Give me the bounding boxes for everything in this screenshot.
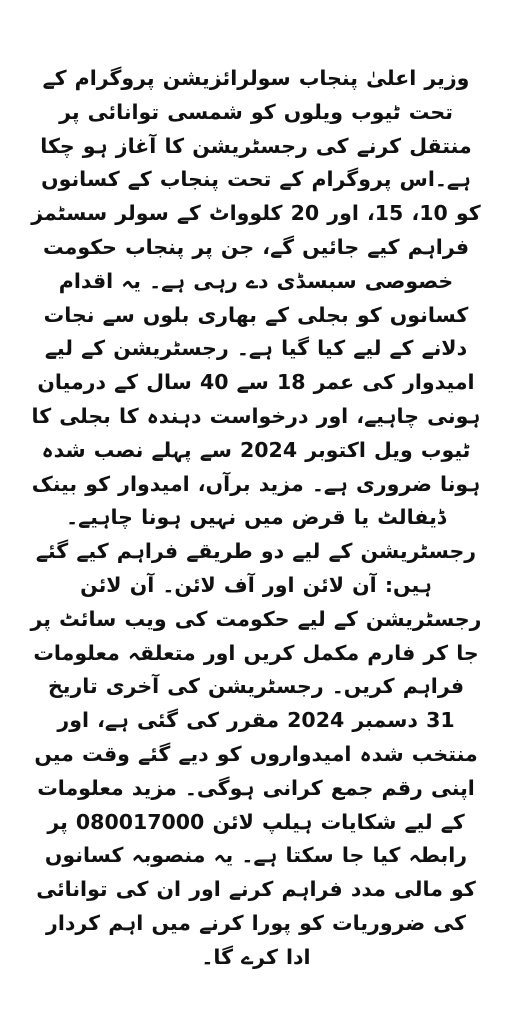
- paragraph-registration-details: رجسٹریشن کے لیے دو طریقے فراہم کیے گئے ہیں: آن لائن اور آف لائن۔ آن لائن رجسٹریشن کے لیے حکومت کی ویب سائٹ پر جا کر فارم مکمل کریں اور متعلقہ معلومات فراہم کریں۔ رجسٹریشن کی آخری تاریخ 31 دسمبر 2024 مقرر کی گئی ہے، اور منتخب شدہ امیدواروں کو دیے گئے وقت میں اپنی رقم جمع کرانی ہوگی۔ مزید معلومات کے لیے شکایات ہیلپ لائن 080017000 پر رابطہ کیا جا سکتا ہے۔ یہ منصوبہ کسانوں کو مالی مدد فراہم کرنے اور ان کی توانائی کی ضروریات کو پورا کرنے میں اہم کردار ادا کرے گا۔: [30, 539, 482, 969]
- paragraph-solar-program-overview: وزیر اعلیٰ پنجاب سولرائزیشن پروگرام کے تحت ٹیوب ویلوں کو شمسی توانائی پر منتقل کرنے کی رجسٹریشن کا آغاز ہو چکا ہے۔اس پروگرام کے تحت پنجاب کے کسانوں کو 10، 15، اور 20 کلوواٹ کے سولر سسٹمز فراہم کیے جائیں گے، جن پر پنجاب حکومت خصوصی سبسڈی دے رہی ہے۔ یہ اقدام کسانوں کو بجلی کے بھاری بلوں سے نجات دلانے کے لیے کیا گیا ہے۔ رجسٹریشن کے لیے امیدوار کی عمر 18 سے 40 سال کے درمیان ہونی چاہیے، اور درخواست دہندہ کا بجلی کا ٹیوب ویل اکتوبر 2024 سے پہلے نصب شدہ ہونا ضروری ہے۔ مزید برآں، امیدوار کو بینک ڈیفالٹ یا قرض میں نہیں ہونا چاہیے۔: [31, 66, 481, 530]
